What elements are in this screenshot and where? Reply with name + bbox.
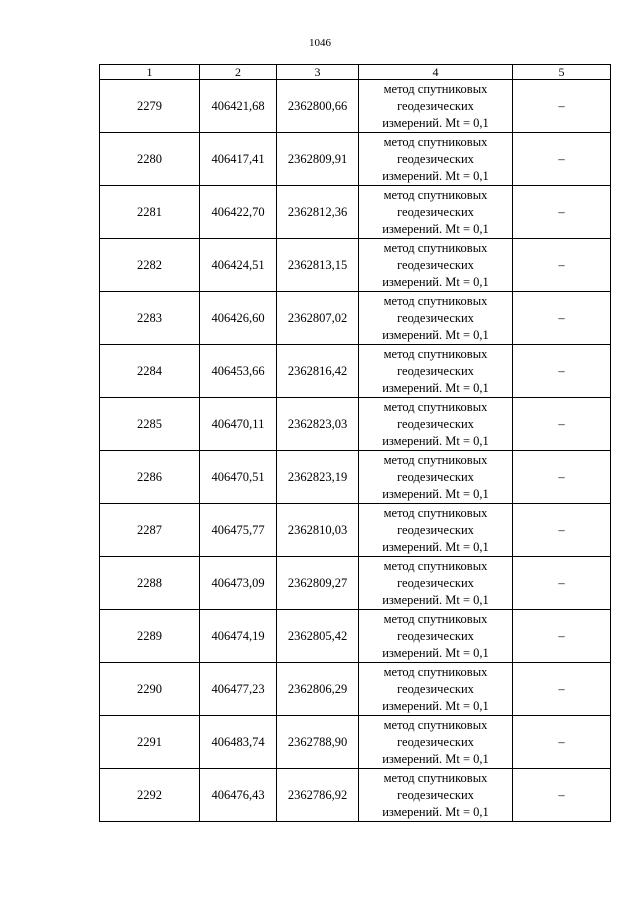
point-number-cell: 2282 bbox=[100, 239, 200, 292]
y-coordinate-cell: 2362813,15 bbox=[277, 239, 359, 292]
method-cell bbox=[359, 292, 513, 345]
column-header-4: 4 bbox=[359, 65, 513, 80]
method-line: геодезических bbox=[397, 363, 474, 378]
method-line: геодезических bbox=[397, 416, 474, 431]
note-cell: – bbox=[513, 663, 611, 716]
method-line: геодезических bbox=[397, 787, 474, 802]
x-coordinate-cell: 406424,51 bbox=[200, 239, 277, 292]
table-body bbox=[100, 80, 611, 822]
method-line: метод спутниковых bbox=[383, 717, 488, 732]
method-line: геодезических bbox=[397, 310, 474, 325]
method-line: метод спутниковых bbox=[383, 399, 488, 414]
method-line: метод спутниковых bbox=[383, 611, 488, 626]
table-row bbox=[100, 610, 611, 663]
method-cell bbox=[359, 769, 513, 822]
y-coordinate-cell: 2362823,03 bbox=[277, 398, 359, 451]
method-line: измерений. Mt = 0,1 bbox=[382, 592, 489, 607]
note-cell: – bbox=[513, 504, 611, 557]
method-cell bbox=[359, 557, 513, 610]
method-line: измерений. Mt = 0,1 bbox=[382, 221, 489, 236]
table-row bbox=[100, 663, 611, 716]
note-cell: – bbox=[513, 133, 611, 186]
point-number-cell: 2287 bbox=[100, 504, 200, 557]
method-cell bbox=[359, 663, 513, 716]
method-line: геодезических bbox=[397, 469, 474, 484]
table-row bbox=[100, 133, 611, 186]
note-cell: – bbox=[513, 769, 611, 822]
x-coordinate-cell: 406473,09 bbox=[200, 557, 277, 610]
point-number-cell: 2284 bbox=[100, 345, 200, 398]
table-row bbox=[100, 239, 611, 292]
coordinates-table bbox=[99, 64, 611, 822]
page-number: 1046 bbox=[309, 37, 331, 49]
x-coordinate-cell: 406476,43 bbox=[200, 769, 277, 822]
method-line: метод спутниковых bbox=[383, 558, 488, 573]
method-line: геодезических bbox=[397, 98, 474, 113]
method-cell bbox=[359, 345, 513, 398]
y-coordinate-cell: 2362806,29 bbox=[277, 663, 359, 716]
note-cell: – bbox=[513, 292, 611, 345]
table-row bbox=[100, 557, 611, 610]
note-cell: – bbox=[513, 398, 611, 451]
method-cell bbox=[359, 133, 513, 186]
y-coordinate-cell: 2362805,42 bbox=[277, 610, 359, 663]
method-line: геодезических bbox=[397, 522, 474, 537]
column-header-3: 3 bbox=[277, 65, 359, 80]
method-line: измерений. Mt = 0,1 bbox=[382, 115, 489, 130]
y-coordinate-cell: 2362812,36 bbox=[277, 186, 359, 239]
method-cell bbox=[359, 504, 513, 557]
method-line: геодезических bbox=[397, 151, 474, 166]
table-header-row bbox=[100, 65, 611, 80]
x-coordinate-cell: 406417,41 bbox=[200, 133, 277, 186]
point-number-cell: 2279 bbox=[100, 80, 200, 133]
note-cell: – bbox=[513, 186, 611, 239]
method-line: метод спутниковых bbox=[383, 187, 488, 202]
point-number-cell: 2289 bbox=[100, 610, 200, 663]
method-line: геодезических bbox=[397, 204, 474, 219]
point-number-cell: 2286 bbox=[100, 451, 200, 504]
method-cell bbox=[359, 716, 513, 769]
note-cell: – bbox=[513, 716, 611, 769]
table-row bbox=[100, 186, 611, 239]
table-row bbox=[100, 398, 611, 451]
method-line: измерений. Mt = 0,1 bbox=[382, 327, 489, 342]
x-coordinate-cell: 406477,23 bbox=[200, 663, 277, 716]
x-coordinate-cell: 406426,60 bbox=[200, 292, 277, 345]
y-coordinate-cell: 2362823,19 bbox=[277, 451, 359, 504]
x-coordinate-cell: 406422,70 bbox=[200, 186, 277, 239]
method-line: метод спутниковых bbox=[383, 505, 488, 520]
y-coordinate-cell: 2362809,27 bbox=[277, 557, 359, 610]
method-line: геодезических bbox=[397, 628, 474, 643]
table-row bbox=[100, 292, 611, 345]
method-line: геодезических bbox=[397, 734, 474, 749]
table-row bbox=[100, 451, 611, 504]
method-line: метод спутниковых bbox=[383, 134, 488, 149]
column-header-1: 1 bbox=[100, 65, 200, 80]
x-coordinate-cell: 406421,68 bbox=[200, 80, 277, 133]
note-cell: – bbox=[513, 80, 611, 133]
y-coordinate-cell: 2362809,91 bbox=[277, 133, 359, 186]
table-row bbox=[100, 769, 611, 822]
method-line: метод спутниковых bbox=[383, 240, 488, 255]
method-line: метод спутниковых bbox=[383, 81, 488, 96]
y-coordinate-cell: 2362807,02 bbox=[277, 292, 359, 345]
method-line: метод спутниковых bbox=[383, 664, 488, 679]
method-line: метод спутниковых bbox=[383, 770, 488, 785]
note-cell: – bbox=[513, 610, 611, 663]
note-cell: – bbox=[513, 557, 611, 610]
note-cell: – bbox=[513, 451, 611, 504]
method-line: измерений. Mt = 0,1 bbox=[382, 486, 489, 501]
method-line: геодезических bbox=[397, 257, 474, 272]
point-number-cell: 2285 bbox=[100, 398, 200, 451]
method-line: измерений. Mt = 0,1 bbox=[382, 539, 489, 554]
y-coordinate-cell: 2362810,03 bbox=[277, 504, 359, 557]
method-line: геодезических bbox=[397, 575, 474, 590]
y-coordinate-cell: 2362788,90 bbox=[277, 716, 359, 769]
point-number-cell: 2280 bbox=[100, 133, 200, 186]
method-line: измерений. Mt = 0,1 bbox=[382, 433, 489, 448]
method-cell bbox=[359, 239, 513, 292]
method-line: измерений. Mt = 0,1 bbox=[382, 698, 489, 713]
table-row bbox=[100, 716, 611, 769]
column-header-5: 5 bbox=[513, 65, 611, 80]
method-cell bbox=[359, 186, 513, 239]
method-cell bbox=[359, 610, 513, 663]
method-cell bbox=[359, 398, 513, 451]
method-line: измерений. Mt = 0,1 bbox=[382, 751, 489, 766]
table-row bbox=[100, 345, 611, 398]
method-cell bbox=[359, 80, 513, 133]
column-header-2: 2 bbox=[200, 65, 277, 80]
y-coordinate-cell: 2362816,42 bbox=[277, 345, 359, 398]
method-line: метод спутниковых bbox=[383, 452, 488, 467]
method-line: измерений. Mt = 0,1 bbox=[382, 645, 489, 660]
x-coordinate-cell: 406474,19 bbox=[200, 610, 277, 663]
point-number-cell: 2292 bbox=[100, 769, 200, 822]
point-number-cell: 2290 bbox=[100, 663, 200, 716]
table-row bbox=[100, 504, 611, 557]
y-coordinate-cell: 2362800,66 bbox=[277, 80, 359, 133]
x-coordinate-cell: 406483,74 bbox=[200, 716, 277, 769]
point-number-cell: 2291 bbox=[100, 716, 200, 769]
x-coordinate-cell: 406470,51 bbox=[200, 451, 277, 504]
method-line: метод спутниковых bbox=[383, 293, 488, 308]
method-line: геодезических bbox=[397, 681, 474, 696]
method-cell bbox=[359, 451, 513, 504]
note-cell: – bbox=[513, 345, 611, 398]
x-coordinate-cell: 406453,66 bbox=[200, 345, 277, 398]
x-coordinate-cell: 406475,77 bbox=[200, 504, 277, 557]
method-line: измерений. Mt = 0,1 bbox=[382, 274, 489, 289]
method-line: измерений. Mt = 0,1 bbox=[382, 804, 489, 819]
method-line: измерений. Mt = 0,1 bbox=[382, 380, 489, 395]
x-coordinate-cell: 406470,11 bbox=[200, 398, 277, 451]
point-number-cell: 2283 bbox=[100, 292, 200, 345]
method-line: метод спутниковых bbox=[383, 346, 488, 361]
table-row bbox=[100, 80, 611, 133]
note-cell: – bbox=[513, 239, 611, 292]
method-line: измерений. Mt = 0,1 bbox=[382, 168, 489, 183]
y-coordinate-cell: 2362786,92 bbox=[277, 769, 359, 822]
point-number-cell: 2288 bbox=[100, 557, 200, 610]
point-number-cell: 2281 bbox=[100, 186, 200, 239]
